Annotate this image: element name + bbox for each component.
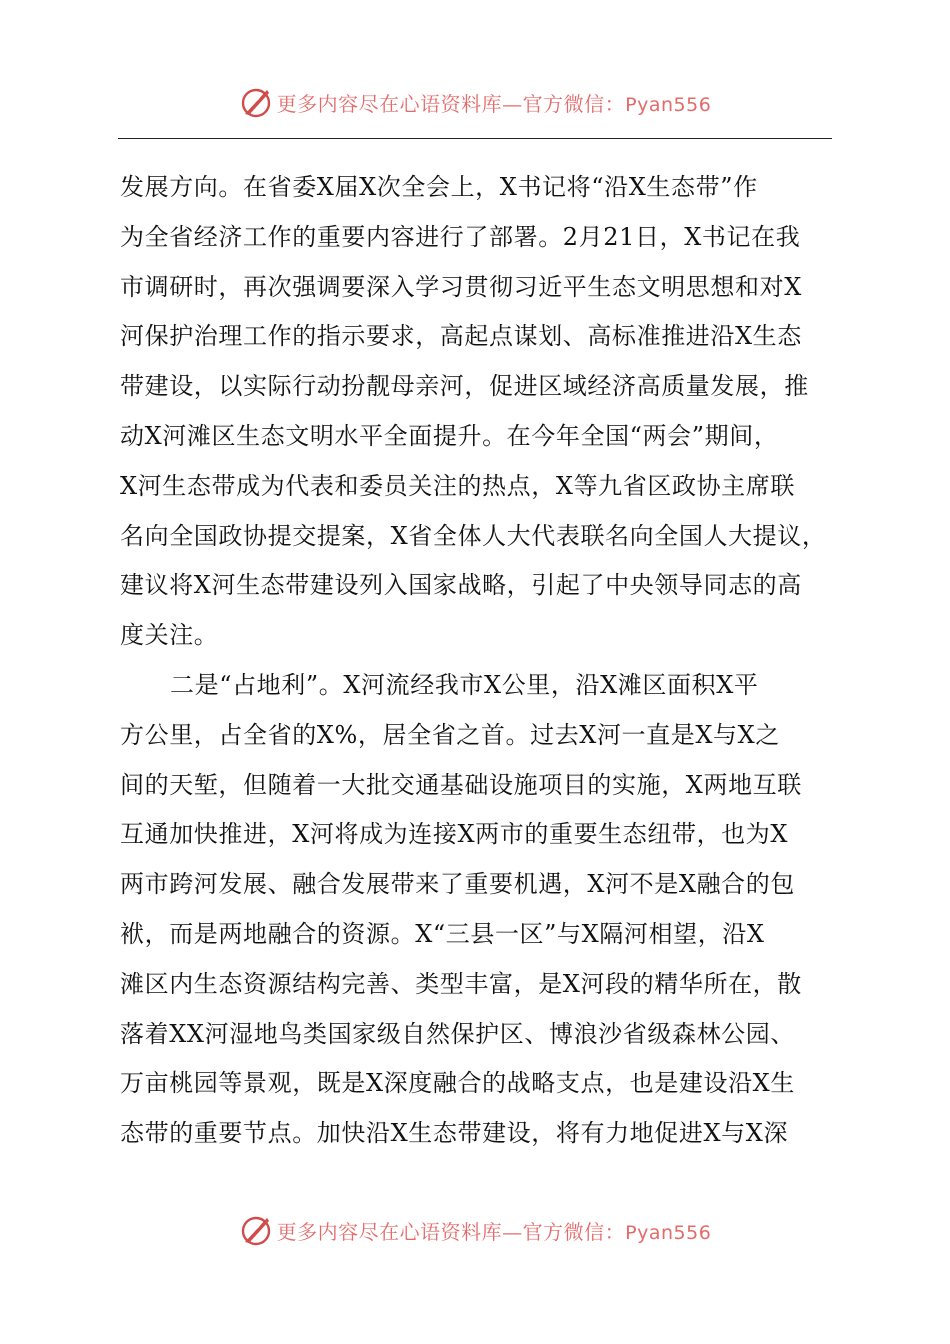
text-line: 动X河滩区生态文明水平全面提升。在今年全国“两会”期间， bbox=[120, 421, 779, 450]
text-line: 市调研时，再次强调要深入学习贯彻习近平生态文明思想和对X bbox=[120, 272, 802, 301]
quill-pen-icon bbox=[239, 1213, 273, 1247]
text-line: 为全省经济工作的重要内容进行了部署。2月21日，X书记在我 bbox=[120, 222, 801, 251]
text-line: X河生态带成为代表和委员关注的热点，X等九省区政协主席联 bbox=[120, 471, 795, 500]
text-line: 互通加快推进，X河将成为连接X两市的重要生态纽带，也为X bbox=[120, 820, 789, 849]
text-line: 落着XX河湿地鸟类国家级自然保护区、博浪沙省级森林公园、 bbox=[120, 1019, 795, 1048]
text-line: 发展方向。在省委X届X次全会上，X书记将“沿X生态带”作 bbox=[120, 173, 758, 201]
text-line: 袱，而是两地融合的资源。X“三县一区”与X隔河相望，沿X bbox=[120, 919, 765, 948]
text-line: 名向全国政协提交提案，X省全体人大代表联名向全国人大提议， bbox=[120, 521, 827, 550]
text-line: 建议将X河生态带建设列入国家战略，引起了中央领导同志的高 bbox=[120, 571, 802, 600]
header-wechat-id: Pyan556 bbox=[625, 93, 712, 116]
text-line: 间的天堑，但随着一大批交通基础设施项目的实施，X两地互联 bbox=[120, 770, 802, 799]
text-line: 度关注。 bbox=[120, 621, 219, 650]
document-body bbox=[120, 163, 835, 1159]
text-line: 滩区内生态资源结构完善、类型丰富，是X河段的精华所在，散 bbox=[120, 969, 802, 998]
footer-wechat-id: Pyan556 bbox=[625, 1221, 712, 1244]
text-line: 带建设，以实际行动扮靓母亲河，促进区域经济高质量发展，推 bbox=[120, 372, 809, 401]
text-line: 河保护治理工作的指示要求，高起点谋划、高标准推进沿X生态 bbox=[120, 322, 802, 351]
footer-banner-text: 更多内容尽在心语资料库—官方微信：Pyan556 bbox=[276, 1219, 712, 1244]
text-line: 态带的重要节点。加快沿X生态带建设，将有力地促进X与X深 bbox=[120, 1119, 789, 1148]
footer-banner bbox=[0, 1210, 950, 1250]
text-line: 万亩桃园等景观，既是X深度融合的战略支点，也是建设沿X生 bbox=[120, 1069, 795, 1098]
header-divider bbox=[118, 138, 832, 139]
header-banner-text: 更多内容尽在心语资料库—官方微信：Pyan556 bbox=[276, 91, 712, 116]
header-banner bbox=[0, 82, 950, 122]
text-line: 两市跨河发展、融合发展带来了重要机遇，X河不是X融合的包 bbox=[120, 870, 795, 899]
quill-pen-icon bbox=[239, 85, 273, 119]
text-line: 方公里，占全省的X%，居全省之首。过去X河一直是X与X之 bbox=[120, 720, 780, 749]
text-line: 二是“占地利”。X河流经我市X公里，沿X滩区面积X平 bbox=[170, 670, 759, 699]
